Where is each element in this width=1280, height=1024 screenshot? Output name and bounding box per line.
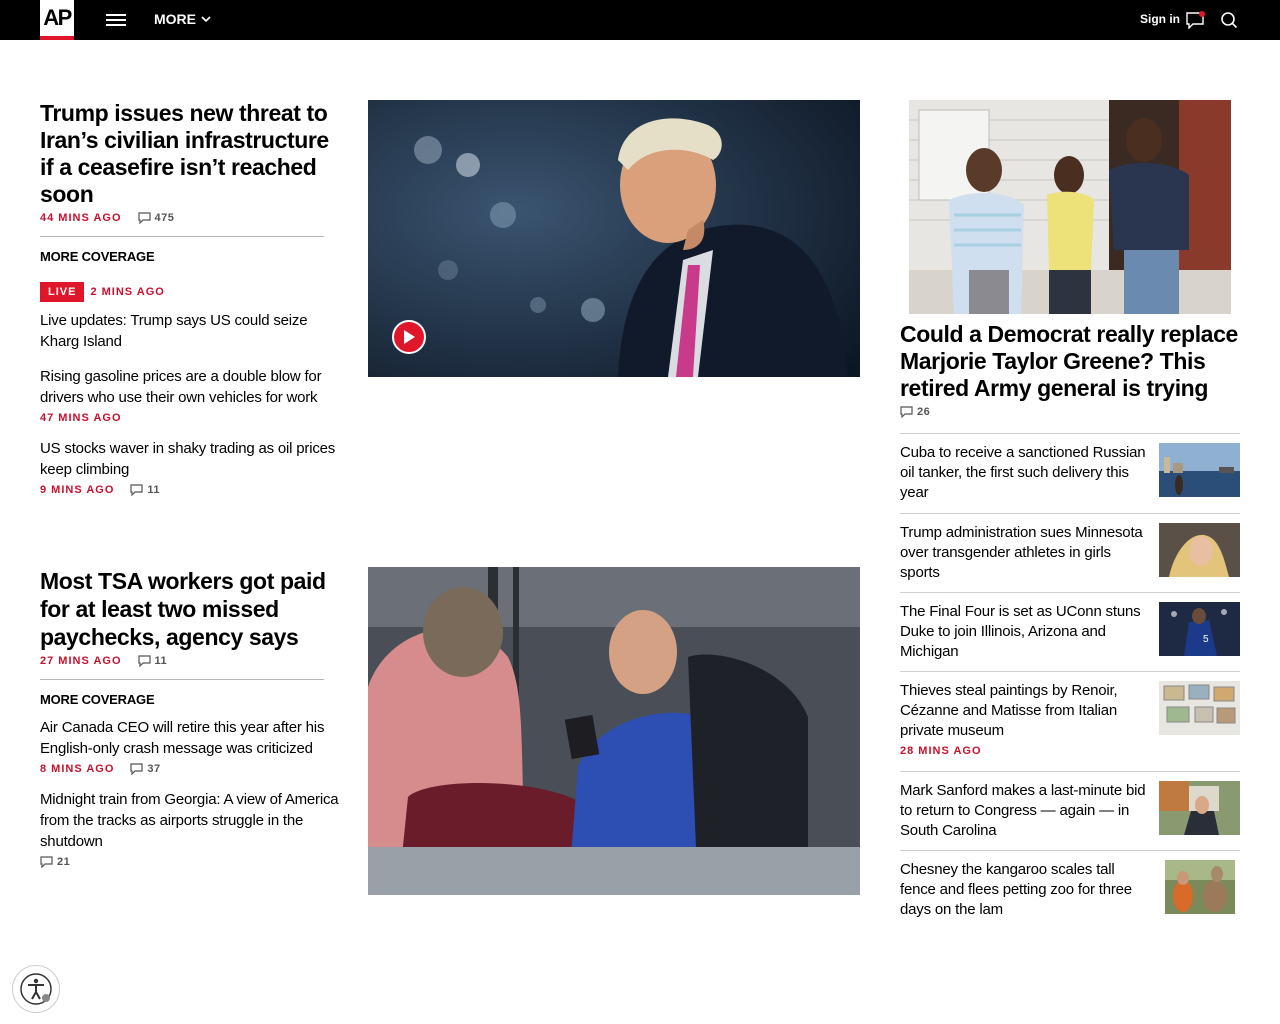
accessibility-button[interactable] <box>12 965 60 1013</box>
photo-basketball <box>1159 602 1240 656</box>
top-nav <box>0 0 1280 40</box>
photo-trump <box>368 100 860 377</box>
lead-story <box>40 100 345 496</box>
comment-icon <box>138 655 151 667</box>
list-item <box>40 310 345 352</box>
list-headline[interactable]: Mark Sanford makes a last-minute bid to return to Congress — again — in South Carolina <box>900 782 1146 839</box>
thumbnail[interactable] <box>1159 523 1240 577</box>
right-story-list <box>900 433 1240 920</box>
ap-logo[interactable]: AP <box>40 0 74 40</box>
search-icon[interactable] <box>1220 11 1238 29</box>
thumbnail[interactable] <box>1159 443 1240 497</box>
comments-link[interactable]: 11 <box>130 484 160 496</box>
photo-kangaroo <box>1165 860 1235 914</box>
divider <box>40 236 324 237</box>
list-headline[interactable]: Trump administration sues Minnesota over transgender athletes in girls sports <box>900 524 1143 581</box>
list-item[interactable] <box>900 433 1240 513</box>
timestamp: 28 MINS AGO <box>900 745 982 757</box>
right-main-headline[interactable]: Could a Democrat really replace Marjorie Taylor Greene? This retired Army general is trying <box>900 321 1238 401</box>
photo-sanford <box>1159 781 1240 835</box>
lead-headline[interactable]: Trump issues new threat to Iran’s civilian infrastructure if a ceasefire isn’t reached soon <box>40 100 329 207</box>
thumbnail[interactable] <box>1165 860 1235 914</box>
more-coverage-heading: MORE COVERAGE <box>40 249 155 264</box>
thumbnail[interactable] <box>1159 602 1240 656</box>
list-headline[interactable]: The Final Four is set as UConn stuns Duke to join Illinois, Arizona and Michigan <box>900 603 1141 660</box>
photo-tsa-checkpoint <box>368 567 860 895</box>
comment-icon <box>900 406 913 418</box>
comments-link[interactable]: 21 <box>40 856 70 868</box>
related-headline[interactable]: Air Canada CEO will retire this year after his English-only crash message was criticized <box>40 719 325 757</box>
hamburger-menu-icon[interactable] <box>106 14 126 26</box>
live-badge: LIVE <box>40 282 84 302</box>
photo-official <box>1159 523 1240 577</box>
timestamp: 9 MINS AGO <box>40 484 115 496</box>
lead-video-thumbnail[interactable] <box>368 100 860 377</box>
comment-icon <box>138 212 151 224</box>
related-headline[interactable]: Midnight train from Georgia: A view of America from the tracks as airports struggle in the shutdown <box>40 791 339 850</box>
notification-dot <box>1199 11 1205 17</box>
related-headline[interactable]: Rising gasoline prices are a double blow for drivers who use their own vehicles for work <box>40 368 322 406</box>
comments-link[interactable]: 26 <box>900 406 930 418</box>
timestamp: 47 MINS AGO <box>40 412 122 424</box>
accessibility-icon <box>19 972 53 1006</box>
right-feature-image[interactable] <box>909 100 1231 314</box>
more-menu-button[interactable]: MORE <box>154 11 211 27</box>
comment-icon <box>40 856 53 868</box>
sign-in-link[interactable]: Sign in <box>1140 12 1180 26</box>
comments-link[interactable]: 475 <box>138 212 175 224</box>
play-video-button[interactable] <box>392 320 426 354</box>
divider <box>40 679 324 680</box>
list-item[interactable] <box>900 592 1240 671</box>
related-headline[interactable]: Live updates: Trump says US could seize Kharg Island <box>40 312 308 350</box>
photo-paintings <box>1159 681 1240 735</box>
list-item[interactable] <box>900 771 1240 850</box>
list-headline[interactable]: Thieves steal paintings by Renoir, Cézanne and Matisse from Italian private museum <box>900 682 1118 739</box>
play-icon <box>403 330 415 344</box>
thumbnail[interactable] <box>1159 681 1240 735</box>
photo-porch <box>909 100 1231 314</box>
comments-link[interactable]: 11 <box>138 655 168 667</box>
more-coverage-heading: MORE COVERAGE <box>40 692 155 707</box>
thumbnail[interactable] <box>1159 781 1240 835</box>
svg-text:5: 5 <box>1203 634 1209 645</box>
list-headline[interactable]: Cuba to receive a sanctioned Russian oil tanker, the first such delivery this year <box>900 444 1146 501</box>
chevron-down-icon <box>201 15 211 23</box>
comment-icon <box>130 484 143 496</box>
list-item <box>40 366 345 424</box>
list-item[interactable] <box>900 850 1240 920</box>
second-headline[interactable]: Most TSA workers got paid for at least two missed paychecks, agency says <box>40 568 326 650</box>
timestamp: 8 MINS AGO <box>40 763 115 775</box>
list-item <box>40 789 350 868</box>
comments-link[interactable]: 37 <box>130 763 160 775</box>
timestamp: 2 MINS AGO <box>90 286 165 298</box>
list-item[interactable] <box>900 513 1240 592</box>
timestamp: 44 MINS AGO <box>40 212 122 224</box>
right-main-story <box>900 321 1240 418</box>
second-story <box>40 567 350 868</box>
list-item[interactable] <box>900 671 1240 771</box>
comment-icon <box>130 763 143 775</box>
timestamp: 27 MINS AGO <box>40 655 122 667</box>
list-item <box>40 717 350 775</box>
second-story-image[interactable] <box>368 567 860 895</box>
list-headline[interactable]: Chesney the kangaroo scales tall fence and flees petting zoo for three days on the lam <box>900 861 1132 918</box>
photo-havana-harbor <box>1159 443 1240 497</box>
list-item <box>40 438 345 496</box>
related-headline[interactable]: US stocks waver in shaky trading as oil prices keep climbing <box>40 440 336 478</box>
